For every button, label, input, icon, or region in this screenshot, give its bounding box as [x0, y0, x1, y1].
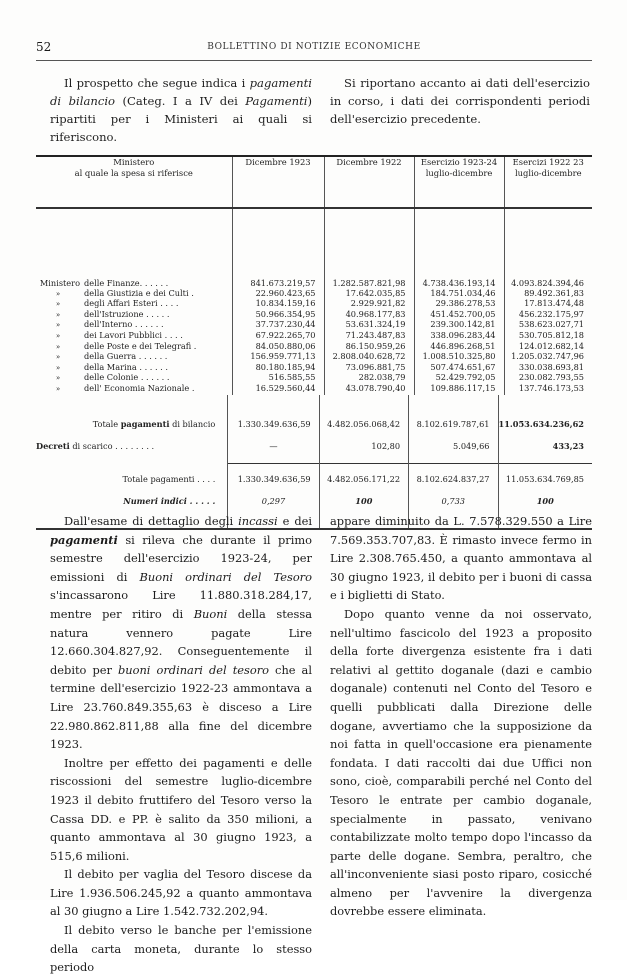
- cell-dicembre-1922: 2.929.921,82: [324, 299, 414, 310]
- intro-left-paragraph: [50, 74, 312, 146]
- cell-esercizio-1923-24: 184.751.034,46: [414, 289, 504, 300]
- cell-dicembre-1923: 10.834.159,16: [232, 299, 324, 310]
- intro-text: ) ripartiti per i Ministeri ai quali si riferiscono.: [50, 94, 313, 144]
- cell-esercizio-1922-23: 124.012.682,14: [504, 342, 592, 353]
- cell-esercizio-1923-24: 451.452.700,05: [414, 310, 504, 321]
- intro-emphasis: pagamenti di bilancio: [50, 76, 312, 108]
- cell-dicembre-1922: 100: [319, 496, 408, 518]
- cell-dicembre-1922: 17.642.035,85: [324, 289, 414, 300]
- header-esercizio-1923-24-line2: luglio-dicembre: [425, 168, 493, 178]
- cell-dicembre-1922: 1.282.587.821,98: [324, 279, 414, 289]
- decreti-scarico-row: [36, 441, 592, 464]
- header-esercizio-1923-24-line1: Esercizio 1923-24: [420, 157, 498, 167]
- cell-esercizio-1922-23: 230.082.793,55: [504, 373, 592, 384]
- cell-dicembre-1923: 16.529.560,44: [232, 384, 324, 395]
- cell-esercizio-1923-24: 8.102.624.837,27: [409, 474, 498, 496]
- cell-esercizio-1922-23: 1.205.032.747,96: [504, 352, 592, 363]
- ministry-rows: [36, 279, 592, 395]
- cell-dicembre-1923: 22.960.423,65: [232, 289, 324, 300]
- ministry-name: della Guerra . . . . . .: [84, 351, 168, 362]
- cell-dicembre-1923: 50.966.354,95: [232, 310, 324, 321]
- journal-title: BOLLETTINO DI NOTIZIE ECONOMICHE: [207, 42, 421, 52]
- table-header-row: [36, 157, 592, 208]
- totals-section: [36, 395, 592, 528]
- cell-esercizio-1922-23: 89.492.361,83: [504, 289, 592, 300]
- running-head: [36, 40, 592, 56]
- header-esercizio-1922-23-line1: Esercizi 1922 23: [512, 157, 584, 167]
- cell-dicembre-1923: —: [228, 441, 319, 464]
- ministry-name: dell' Economia Nazionale .: [84, 382, 195, 393]
- cell-dicembre-1923: 67.922.265,70: [232, 331, 324, 342]
- index-numbers-label: Numeri indici . . . . .: [123, 495, 216, 506]
- intro-text: Il prospetto che segue indica i: [64, 76, 250, 90]
- decreti-scarico-label: Decreti di scarico . . . . . . . .: [36, 440, 155, 451]
- cell-esercizio-1922-23: 538.623.027,71: [504, 320, 592, 331]
- total-payments-row: [36, 474, 592, 496]
- cell-dicembre-1922: 4.482.056.068,42: [319, 419, 408, 441]
- header-rule: [36, 60, 592, 61]
- cell-esercizio-1923-24: 8.102.619.787,61: [409, 419, 498, 441]
- cell-esercizio-1922-23: 17.813.474,48: [504, 299, 592, 310]
- cell-dicembre-1922: 2.808.040.628,72: [324, 352, 414, 363]
- intro-emphasis: Pagamenti: [245, 94, 308, 108]
- ministry-name: dell'Interno . . . . . .: [84, 319, 164, 330]
- cell-dicembre-1923: 841.673.219,57: [232, 279, 324, 289]
- header-ministry-line1: Ministero: [113, 157, 155, 167]
- cell-dicembre-1923: 37.737.230,44: [232, 320, 324, 331]
- intro-right-paragraph: Si riportano accanto ai dati dell'esercizio in corso, i dati dei corrispondenti periodi dell'esercizio precedente.: [330, 76, 590, 126]
- ditto-mark: »: [55, 342, 61, 351]
- body-right-column: [330, 512, 592, 921]
- ditto-mark: »: [55, 331, 61, 340]
- cell-esercizio-1923-24: 507.474.651,67: [414, 363, 504, 374]
- cell-esercizio-1922-23: 11.053.634.236,62: [498, 419, 592, 441]
- ditto-mark: »: [55, 384, 61, 393]
- header-ministry: [36, 157, 232, 208]
- body-paragraph: Inoltre per effetto dei pagamenti e delle riscossioni del semestre luglio-dicembre 1923 il debito fruttifero del Tesoro verso la Cassa DD. e PP. è salito da 350 milioni, a quanto ammontava al 30 giugno 1923, a 515,6 milioni.: [50, 755, 312, 863]
- ministry-name-cell: [36, 331, 232, 342]
- cell-dicembre-1923: 80.180.185,94: [232, 363, 324, 374]
- ditto-mark: »: [55, 310, 61, 319]
- ditto-mark: »: [55, 300, 61, 309]
- header-esercizio-1923-24: [414, 157, 504, 208]
- ministry-name: delle Colonie . . . . . .: [84, 372, 170, 383]
- total-budget-payments-row: [36, 419, 592, 441]
- table-row: [36, 331, 592, 342]
- body-paragraph: Il debito verso le banche per l'emissione della carta moneta, durante lo stesso periodo: [50, 923, 312, 975]
- cell-dicembre-1922: 282.038,79: [324, 373, 414, 384]
- header-ministry-line2: al quale la spesa si riferisce: [74, 168, 193, 178]
- cell-esercizio-1923-24: 239.300.142,81: [414, 320, 504, 331]
- cell-esercizio-1923-24: 4.738.436.193,14: [414, 279, 504, 289]
- cell-dicembre-1922: 40.968.177,83: [324, 310, 414, 321]
- cell-esercizio-1923-24: 338.096.283,44: [414, 331, 504, 342]
- cell-esercizio-1922-23: 530.705.812,18: [504, 331, 592, 342]
- cell-dicembre-1923: 1.330.349.636,59: [228, 474, 319, 496]
- cell-esercizio-1922-23: 137.746.173,53: [504, 384, 592, 395]
- payments-table: [36, 155, 592, 530]
- header-esercizio-1922-23-line2: luglio-dicembre: [514, 168, 582, 178]
- cell-dicembre-1922: 53.631.324,19: [324, 320, 414, 331]
- ministry-prefix: Ministero: [39, 278, 80, 288]
- ditto-mark: »: [55, 353, 61, 362]
- cell-esercizio-1922-23: 433,23: [498, 441, 592, 464]
- ministry-name: della Marina . . . . . .: [84, 361, 168, 372]
- cell-esercizio-1923-24: 5.049,66: [409, 441, 498, 464]
- cell-dicembre-1922: 4.482.056.171,22: [319, 474, 408, 496]
- cell-esercizio-1923-24: 109.886.117,15: [414, 384, 504, 395]
- cell-dicembre-1922: 71.243.487,83: [324, 331, 414, 342]
- header-esercizio-1922-23: [504, 157, 592, 208]
- cell-dicembre-1922: 102,80: [319, 441, 408, 464]
- cell-esercizio-1923-24: 29.386.278,53: [414, 299, 504, 310]
- page-number: 52: [36, 40, 52, 54]
- ministry-name: degli Affari Esteri . . . .: [84, 298, 179, 309]
- body-paragraph: appare diminuito da L. 7.578.329.550 a Lire 7.569.353.707,83. È rimasto invece fermo in Lire 2.308.765.450, a quanto ammontava al 30 giugno 1923, il debito per i buoni di cassa e i biglietti di Stato.: [330, 514, 592, 603]
- cell-dicembre-1922: 43.078.790,40: [324, 384, 414, 395]
- cell-esercizio-1923-24: 52.429.792,05: [414, 373, 504, 384]
- total-budget-payments-label: Totale pagamenti di bilancio: [92, 418, 216, 429]
- body-left-column: [50, 512, 312, 977]
- ministry-name: delle Poste e dei Telegrafi .: [84, 340, 197, 351]
- cell-dicembre-1922: 73.096.881,75: [324, 363, 414, 374]
- body-paragraph: Dopo quanto venne da noi osservato, nell'ultimo fascicolo del 1923 a proposito della forte divergenza esistente fra i dati relativi al gettito doganale (dazi e cambio doganale) contenuti nel Conto del Tesoro e quelli pubblicati dalla Direzione delle dogane, avvertiamo che la supposizione da noi fatta in quell'occasione era pienamente fondata. I dati raccolti dai due Uffici non sono, cioè, comparabili perché nel Conto del Tesoro le entrate per cambio doganale, specialmente in passato, venivano contabilizzate molto tempo dopo l'incasso da parte delle dogane. Sembra, peraltro, che all'inconveniente siasi posto riparo, cosicché almeno per l'avvenire la divergenza dovrebbe essere eliminata.: [330, 606, 592, 919]
- cell-esercizio-1922-23: 330.038.693,81: [504, 363, 592, 374]
- ministry-name: dell'Istruzione . . . . .: [84, 308, 170, 319]
- header-dicembre-1923: Dicembre 1923: [232, 157, 324, 208]
- cell-dicembre-1923: 0,297: [228, 496, 319, 518]
- cell-dicembre-1923: 1.330.349.636,59: [228, 419, 319, 441]
- cell-dicembre-1923: 516.585,55: [232, 373, 324, 384]
- cell-esercizio-1922-23: 4.093.824.394,46: [504, 279, 592, 289]
- table-row: [36, 384, 592, 395]
- ministry-name: dei Lavori Pubblici . . . .: [84, 329, 183, 340]
- ditto-mark: »: [55, 289, 61, 298]
- intro-text: (Categ. I a IV dei: [115, 94, 246, 108]
- cell-dicembre-1923: 84.050.880,06: [232, 342, 324, 353]
- cell-dicembre-1923: 156.959.771,13: [232, 352, 324, 363]
- cell-esercizio-1923-24: 0,733: [409, 496, 498, 518]
- cell-esercizio-1922-23: 11.053.634.769,85: [498, 474, 592, 496]
- body-paragraph: Il debito per vaglia del Tesoro discese da Lire 1.936.506.245,92 a quanto ammontava al 30 giugno a Lire 1.542.732.202,94.: [50, 867, 312, 919]
- total-payments-label: Totale pagamenti . . . .: [122, 473, 216, 484]
- cell-dicembre-1922: 86.150.959,26: [324, 342, 414, 353]
- ditto-mark: »: [55, 363, 61, 372]
- ministry-name: delle Finanze. . . . . .: [84, 278, 169, 288]
- body-paragraph: Dall'esame di dettaglio degli incassi e dei pagamenti si rileva che durante il primo semestre dell'esercizio 1923-24, per emissioni di Buoni ordinari del Tesoro s'incassarono Lire 11.880.318.284,17, mentre per ritiro di Buoni della stessa natura vennero pagate Lire 12.660.304.827,92. Conseguentemente il debito per buoni ordinari del tesoro che al termine dell'esercizio 1922-23 ammontava a Lire 23.760.849.355,63 è disceso a Lire 22.980.862.811,88 alla fine del dicembre 1923.: [50, 514, 312, 752]
- cell-esercizio-1922-23: 456.232.175,97: [504, 310, 592, 321]
- cell-esercizio-1923-24: 1.008.510.325,80: [414, 352, 504, 363]
- ministry-name-cell: [36, 384, 232, 395]
- ditto-mark: »: [55, 321, 61, 330]
- ministry-name: della Giustizia e dei Culti .: [84, 287, 194, 298]
- header-dicembre-1922: Dicembre 1922: [324, 157, 414, 208]
- cell-esercizio-1923-24: 446.896.268,51: [414, 342, 504, 353]
- ditto-mark: »: [55, 374, 61, 383]
- cell-esercizio-1922-23: 100: [498, 496, 592, 518]
